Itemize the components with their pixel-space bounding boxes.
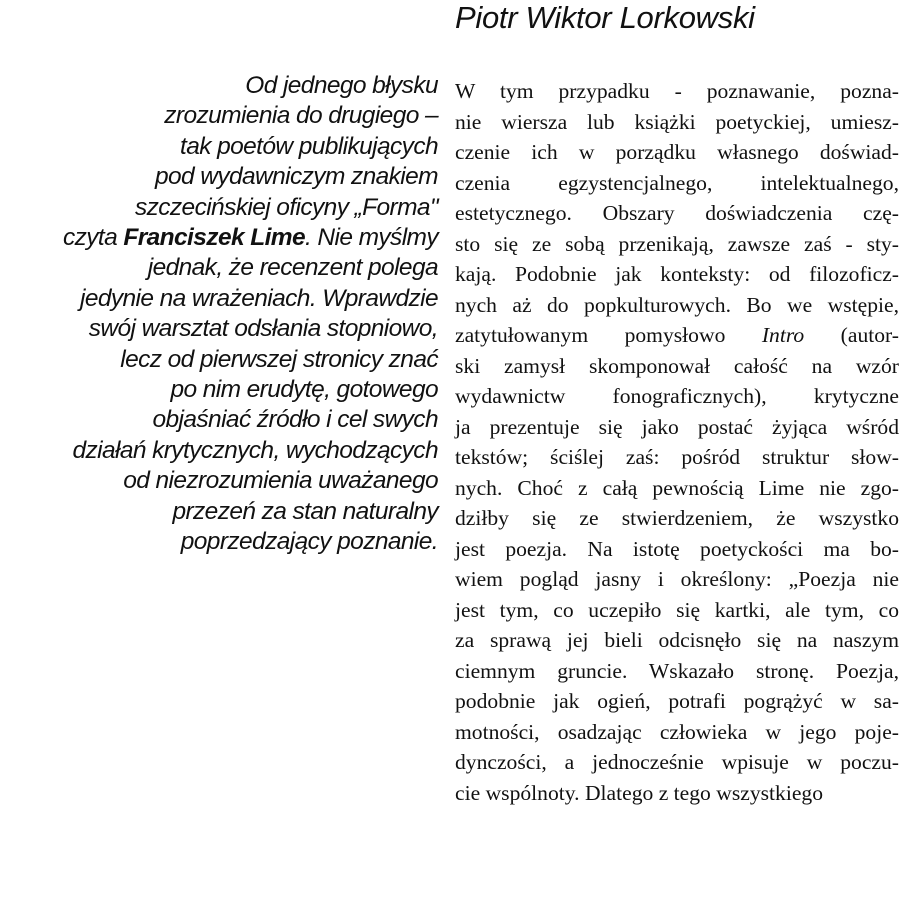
body-line: nych aż do popkulturowych. Bo we wstępie,: [455, 292, 899, 317]
lead-line: szczecińskiej oficyny „Forma": [134, 193, 438, 221]
body-text-fragment: zatytułowanym pomysłowo: [455, 323, 762, 347]
body-paragraph: [455, 76, 899, 808]
lead-paragraph: [0, 71, 438, 558]
body-line: tekstów; ściślej zaś: pośród struktur słow-: [455, 445, 899, 469]
lead-line: zrozumienia do drugiego –: [164, 102, 438, 130]
body-line: czenia egzystencjalnego, intelektualnego,: [455, 170, 899, 195]
body-text-fragment: (autor-: [804, 323, 899, 347]
body-line: sto się ze sobą przenikają, zawsze zaś - sty-: [455, 231, 899, 256]
lead-line: jedynie na wrażeniach. Wprawdzie: [79, 284, 438, 312]
body-line: ciemnym gruncie. Wskazało stronę. Poezja,: [455, 658, 899, 683]
article-author: Piotr Wiktor Lorkowski: [455, 0, 755, 35]
lead-line: objaśniać źródło i cel swych: [152, 406, 438, 434]
lead-line: od niezrozumienia uważanego: [123, 467, 438, 495]
body-line: za sprawą jej bieli odcisnęło się na naszym: [455, 628, 899, 652]
body-line: nych. Choć z całą pewnością Lime nie zgo-: [455, 475, 899, 500]
lead-line: swój warsztat odsłania stopniowo,: [88, 315, 438, 343]
body-line: [455, 320, 899, 351]
body-line: wiem pogląd jasny i określony: „Poezja nie: [455, 567, 899, 591]
lead-line: po nim erudytę, gotowego: [170, 376, 438, 404]
body-line: estetycznego. Obszary doświadczenia czę-: [455, 201, 899, 225]
body-line: wydawnictw fonograficznych), krytyczne: [455, 384, 899, 408]
body-line: nie wiersza lub książki poetyckiej, umiesz-: [455, 109, 899, 134]
lead-line: poprzedzający poznanie.: [180, 528, 438, 556]
lead-line: Od jednego błysku: [245, 72, 438, 99]
lead-line: tak poetów publikujących: [180, 132, 438, 160]
lead-line: jednak, że recenzent polega: [147, 254, 438, 282]
lead-line: działań krytycznych, wychodzących: [72, 436, 438, 464]
lead-line: [0, 223, 438, 253]
body-line: podobnie jak ogień, potrafi pogrążyć w sa-: [455, 689, 899, 713]
lead-line: lecz od pierwszej stronicy znać: [120, 345, 438, 373]
body-line: dziłby się ze stwierdzeniem, że wszystko: [455, 506, 899, 530]
body-line: cie wspólnoty. Dlatego z tego wszystkiego: [455, 780, 824, 805]
body-line: czenie ich w porządku własnego doświad-: [455, 140, 899, 164]
lead-line: przezeń za stan naturalny: [172, 497, 438, 525]
body-line: jest poezja. Na istotę poetyckości ma bo-: [455, 536, 899, 561]
reviewed-author-name: Franciszek Lime: [123, 224, 305, 252]
lead-text: . Nie myślmy: [305, 224, 438, 252]
body-line: dynczości, a jednocześnie wpisuje w poczu-: [455, 750, 899, 774]
body-line: W tym przypadku - poznawanie, pozna-: [455, 79, 899, 103]
body-line: ski zamysł skomponował całość na wzór: [455, 353, 899, 378]
body-line: motności, osadzając człowieka w jego poje-: [455, 719, 899, 744]
lead-line: pod wydawniczym znakiem: [154, 163, 438, 191]
body-line: kają. Podobnie jak konteksty: od filozoficz-: [455, 262, 899, 286]
lead-text: czyta: [62, 224, 124, 252]
body-line: jest tym, co uczepiło się kartki, ale tym, co: [455, 597, 899, 622]
body-line: ja prezentuje się jako postać żyjąca wśród: [455, 414, 899, 439]
book-title: Intro: [761, 323, 805, 347]
